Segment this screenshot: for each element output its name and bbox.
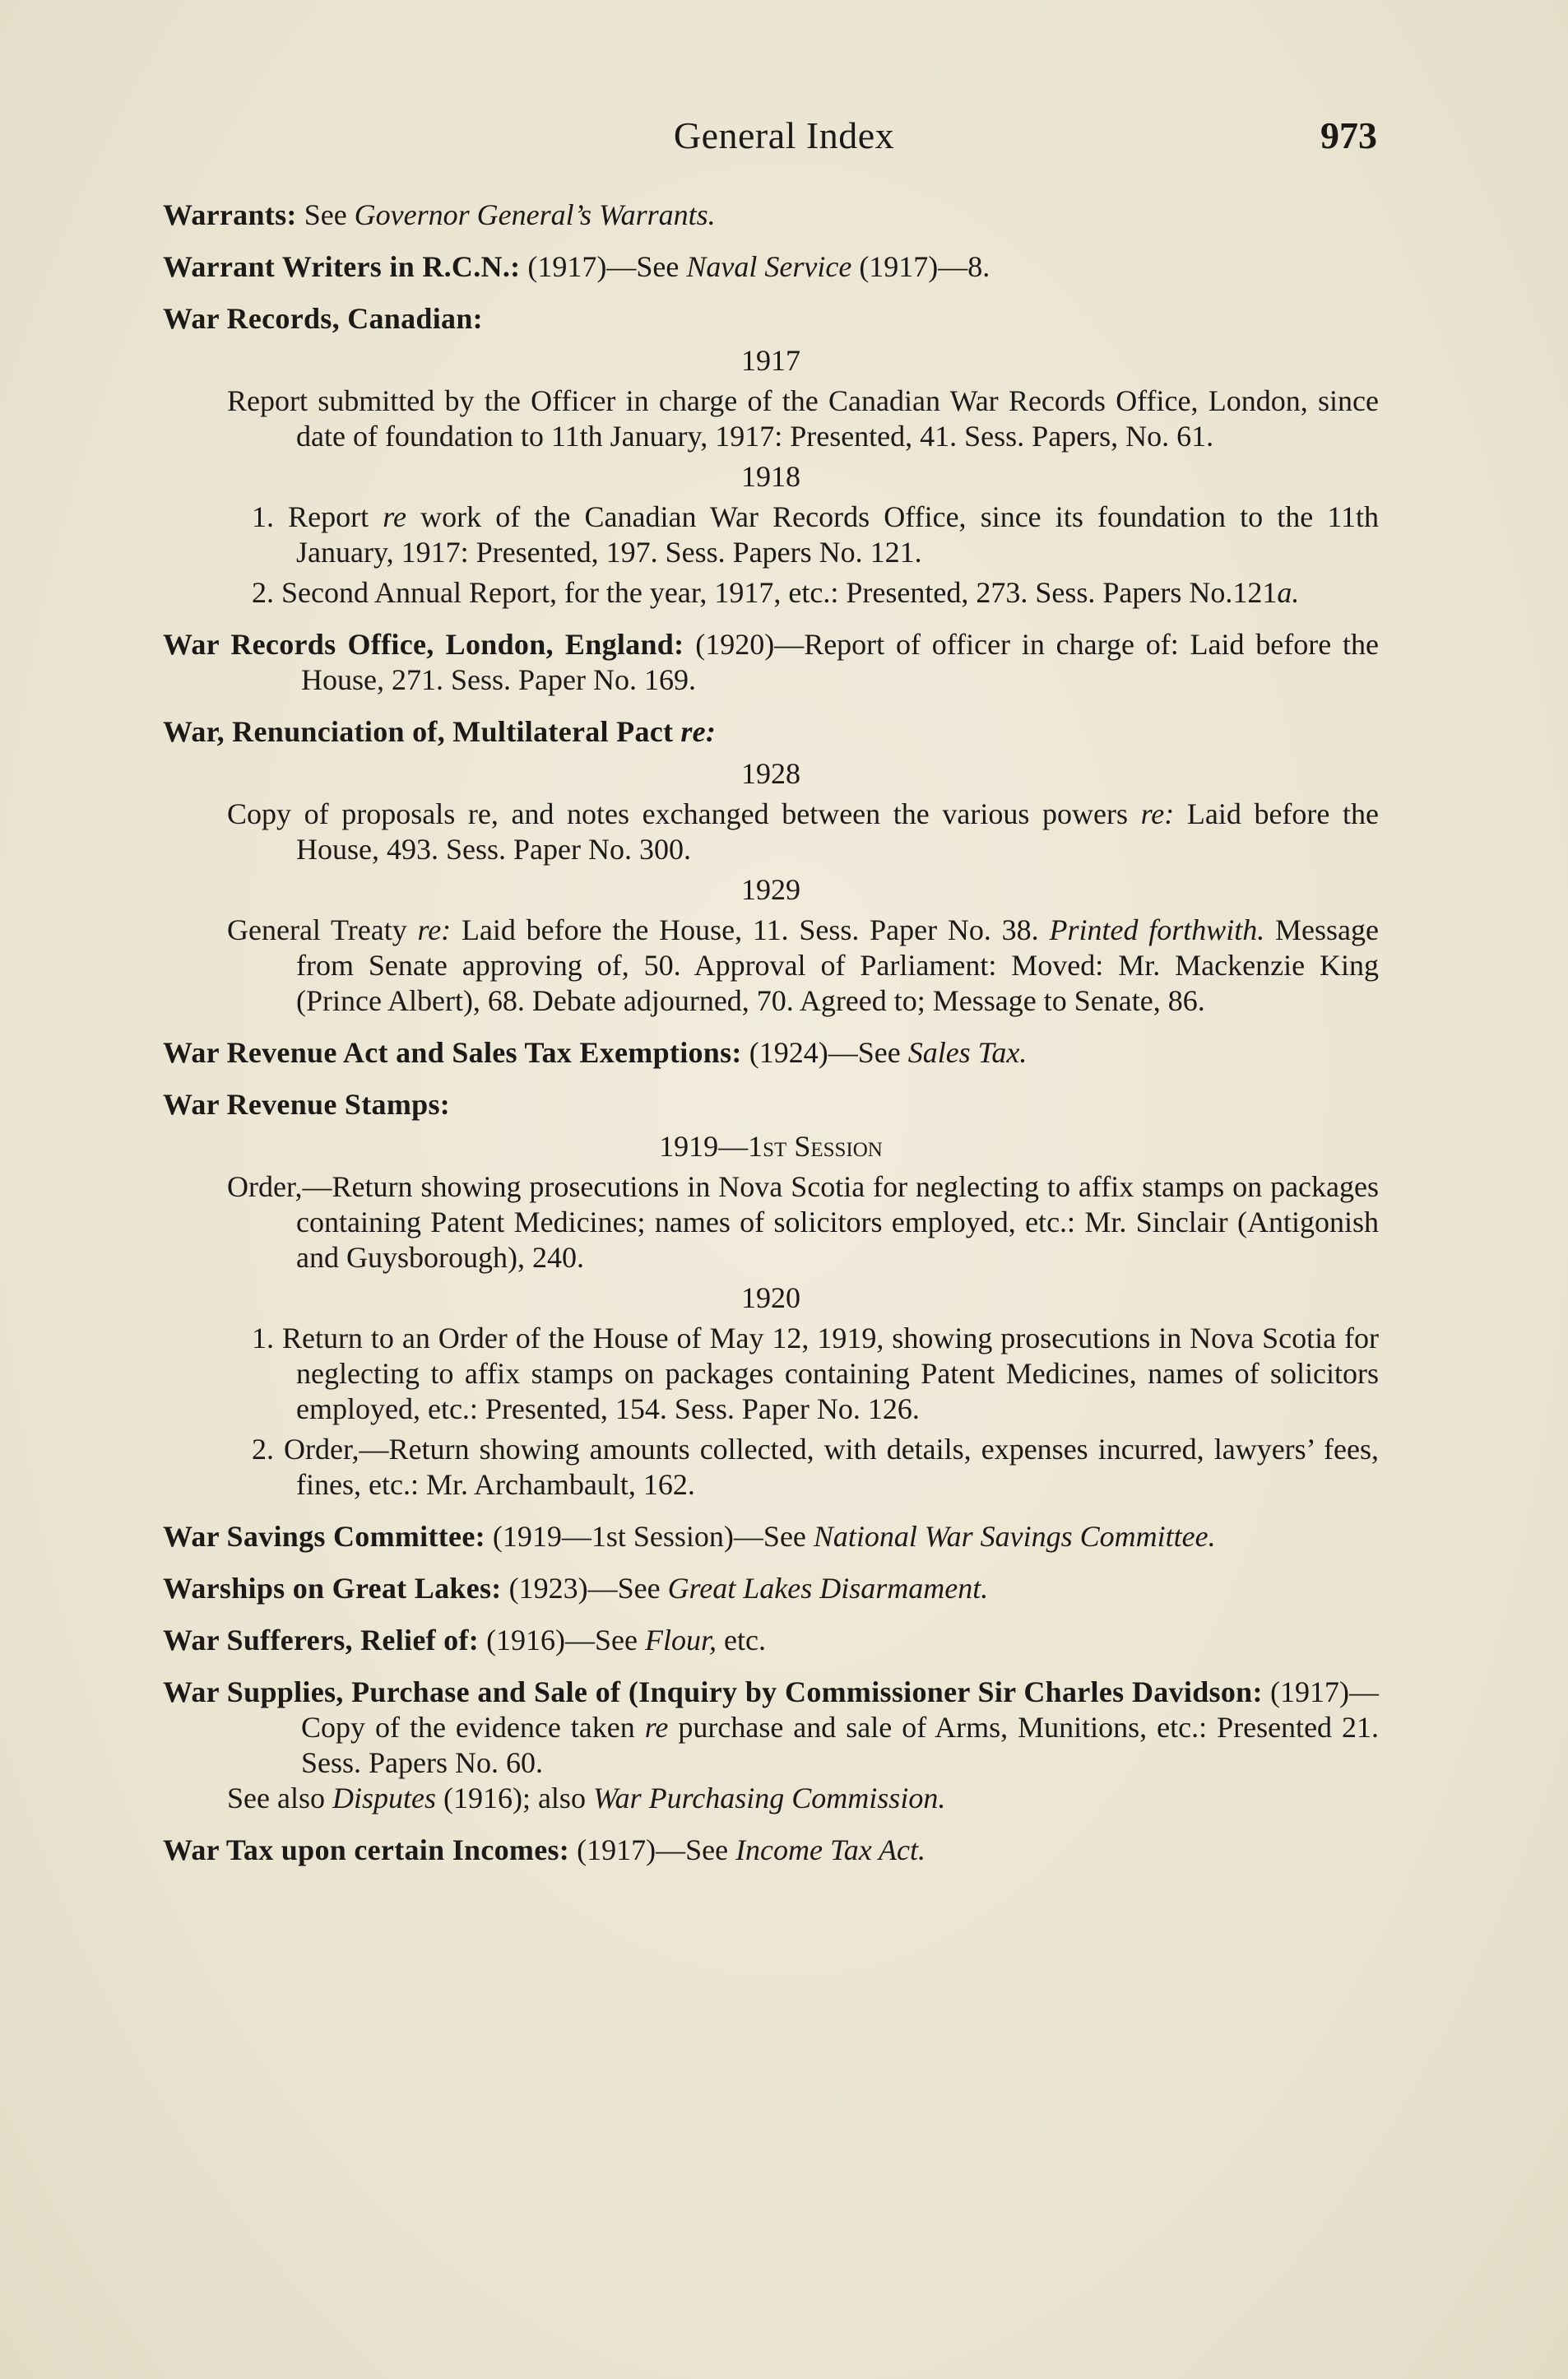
numbered-item: 2. Order,—Return showing amounts collected, with details, expenses incurred, lawyers’ fees, fines, etc.: Mr. Archambault, 162.: [252, 1433, 1379, 1501]
cross-reference: Governor General’s Warrants.: [354, 198, 716, 231]
year-heading: 1920: [741, 1281, 800, 1314]
index-paragraph: General Treaty re: Laid before the House, 11. Sess. Paper No. 38. Printed forthwith. Message from Senate approving of, 50. Approval of Parliament: Moved: Mr. Mackenzie King (Prince Albert), 68. Debate adjourned, 70. Agreed to; Message to Senate, 86.: [227, 913, 1380, 1017]
entry-war-savings-committee: War Savings Committee: (1919—1st Session)—See National War Savings Committee.: [163, 1520, 1216, 1553]
entry-heading: War Tax upon certain Incomes:: [163, 1833, 570, 1866]
entry-heading: War Revenue Stamps:: [163, 1088, 451, 1121]
entry-war-tax-incomes: War Tax upon certain Incomes: (1917)—See Income Tax Act.: [163, 1833, 926, 1866]
entry-warrants: Warrants: See Governor General’s Warrants.: [163, 198, 716, 231]
entry-heading: War Supplies, Purchase and Sale of (Inquiry by Commissioner Sir Charles Davidson:: [163, 1675, 1263, 1708]
running-head: General Index: [673, 114, 895, 156]
index-entries: [163, 197, 1379, 1884]
entry-heading: Warships on Great Lakes:: [163, 1572, 502, 1605]
numbered-item: 2. Second Annual Report, for the year, 1917, etc.: Presented, 273. Sess. Papers No.121a.: [252, 576, 1300, 609]
page-header: [0, 114, 1568, 171]
entry-war-revenue-stamps: [163, 1087, 1379, 1503]
cross-reference: National War Savings Committee.: [813, 1520, 1216, 1553]
cross-reference: Sales Tax.: [907, 1036, 1028, 1069]
entry-warrant-writers: Warrant Writers in R.C.N.: (1917)—See Naval Service (1917)—8.: [163, 250, 990, 283]
entry-warships-great-lakes: Warships on Great Lakes: (1923)—See Great Lakes Disarmament.: [163, 1572, 989, 1605]
index-paragraph: Report submitted by the Officer in charge of the Canadian War Records Office, London, since date of foundation to 11th January, 1917: Presented, 41. Sess. Papers, No. 61.: [227, 384, 1379, 453]
numbered-item: 1. Return to an Order of the House of May 12, 1919, showing prosecutions in Nova Scotia for neglecting to affix stamps on packages containing Patent Medicines, names of solicitors employed, etc.: Presented, 154. Sess. Paper No. 126.: [252, 1322, 1379, 1425]
entry-war-records-office: War Records Office, London, England: (1920)—Report of officer in charge of: Laid before the House, 271. Sess. Paper No. 169.: [163, 628, 1380, 696]
page-number: 973: [1320, 114, 1377, 156]
entry-war-records-canadian: [163, 301, 1379, 611]
entry-war-supplies: War Supplies, Purchase and Sale of (Inquiry by Commissioner Sir Charles Davidson: (1917)—Copy of the evidence taken re purchase and sale of Arms, Munitions, etc.: Presented 21. Sess. Papers No. 60. See also Disputes (1916); also War Purchasing Commission.: [163, 1675, 1380, 1814]
entry-heading: Warrant Writers in R.C.N.:: [163, 250, 521, 283]
entry-heading: Warrants:: [163, 198, 297, 231]
index-paragraph: Copy of proposals re, and notes exchanged between the various powers re: Laid before the House, 493. Sess. Paper No. 300.: [227, 797, 1379, 866]
entry-war-revenue-act: War Revenue Act and Sales Tax Exemptions: (1924)—See Sales Tax.: [163, 1036, 1028, 1069]
cross-reference: Naval Service: [686, 250, 852, 283]
cross-reference: Income Tax Act.: [735, 1833, 926, 1866]
see-also: See also Disputes (1916); also War Purchasing Commission.: [227, 1782, 946, 1814]
entry-heading: War Savings Committee:: [163, 1520, 485, 1553]
year-heading: 1918: [741, 460, 800, 493]
cross-reference: Great Lakes Disarmament.: [667, 1572, 989, 1605]
entry-war-sufferers: War Sufferers, Relief of: (1916)—See Flour, etc.: [163, 1624, 767, 1656]
year-heading: 1919—1st Session: [659, 1130, 883, 1163]
year-heading: 1917: [741, 344, 800, 377]
index-paragraph: Order,—Return showing prosecutions in Nova Scotia for neglecting to affix stamps on packages containing Patent Medicines; names of solicitors employed, etc.: Mr. Sinclair (Antigonish and Guysborough), 240.: [227, 1170, 1379, 1274]
entry-heading: War Records Office, London, England:: [163, 628, 684, 661]
year-heading: 1929: [741, 873, 800, 906]
entry-heading: War Revenue Act and Sales Tax Exemptions:: [163, 1036, 742, 1069]
entry-heading: War Sufferers, Relief of:: [163, 1624, 480, 1656]
cross-reference: Flour,: [645, 1624, 717, 1656]
numbered-item: 1. Report re work of the Canadian War Records Office, since its foundation to the 11th January, 1917: Presented, 197. Sess. Papers No. 121.: [252, 500, 1380, 569]
year-heading: 1928: [741, 757, 800, 790]
entry-heading: War, Renunciation of, Multilateral Pact: [163, 715, 674, 748]
entry-heading: War Records, Canadian:: [163, 302, 483, 335]
entry-war-renunciation: War, Renunciation of, Multilateral Pact re: 1928 Copy of proposals re, and notes exchanged between the various powers re: Laid before the House, 493. Sess. Paper No. 300. 1929 General Treaty re: Laid before the House, 11. Sess. Paper No. 38. Printed forthwith. Message from Senate approving of, 50. Approval of Parliament: Moved: Mr. Mackenzie King (Prince Albert), 68. Debate adjourned, 70. Agreed to; Message to Senate, 86.: [163, 715, 1380, 1017]
